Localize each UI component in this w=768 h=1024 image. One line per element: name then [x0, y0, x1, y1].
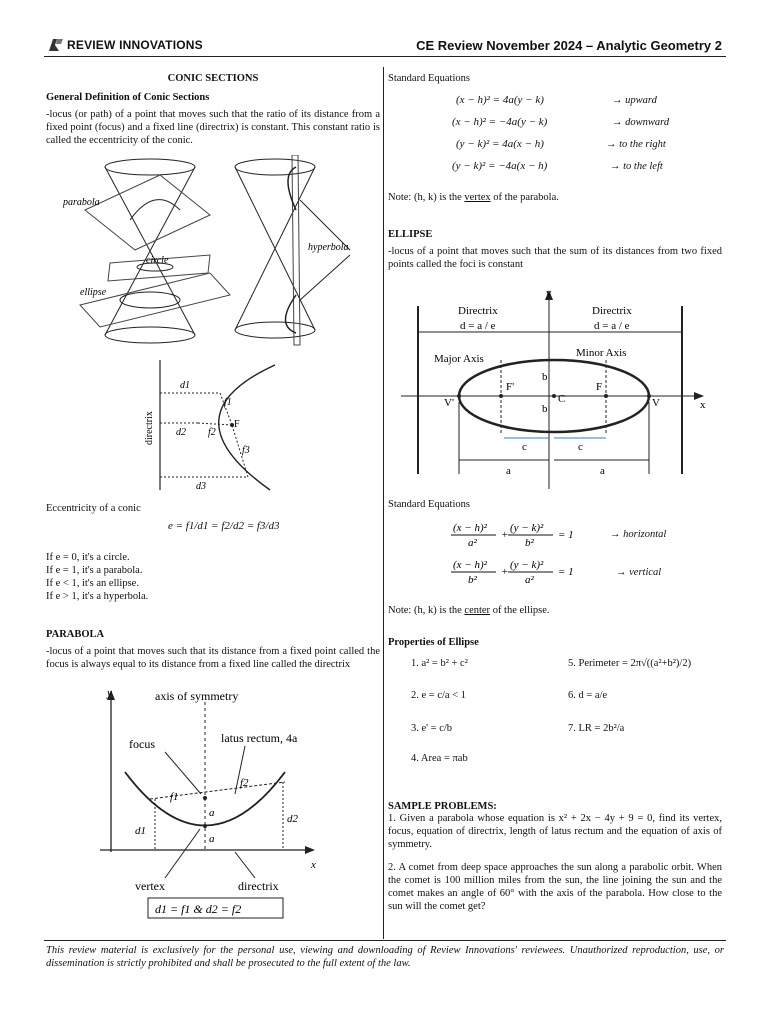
svg-text:d1 = f1 & d2 = f2: d1 = f1 & d2 = f2	[155, 902, 242, 916]
sample-problems-title: SAMPLE PROBLEMS:	[388, 801, 497, 812]
ellipse-equations	[448, 520, 608, 590]
svg-text:a²: a²	[525, 574, 534, 586]
svg-text:d3: d3	[196, 481, 206, 492]
ecc-case-circle: If e = 0, it's a circle.	[46, 552, 130, 563]
std-equations-heading: Standard Equations	[388, 73, 470, 84]
svg-text:focus: focus	[129, 737, 155, 751]
property-2: 2. e = c/a < 1	[411, 690, 466, 701]
parabola-eq-down: (x − h)² = −4a(y − k)	[452, 116, 548, 128]
svg-text:F: F	[596, 381, 603, 393]
eccentricity-formula: e = f1/d1 = f2/d2 = f3/d3	[168, 520, 280, 532]
svg-text:a: a	[600, 465, 605, 477]
svg-text:latus rectum, 4a: latus rectum, 4a	[221, 731, 298, 745]
logo	[48, 38, 203, 52]
subtitle: General Definition of Conic Sections	[46, 92, 210, 103]
section-title: CONIC SECTIONS	[167, 73, 259, 84]
svg-text:x: x	[311, 859, 316, 871]
label-ellipse: ellipse	[80, 287, 107, 298]
svg-text:Major Axis: Major Axis	[434, 353, 484, 365]
svg-text:b²: b²	[468, 574, 477, 586]
svg-text:= 1: = 1	[558, 566, 574, 578]
svg-text:F: F	[234, 419, 240, 430]
ecc-case-parabola: If e = 1, it's a parabola.	[46, 565, 143, 576]
property-3: 3. e' = c/b	[411, 723, 453, 734]
svg-text:V': V'	[444, 397, 454, 409]
svg-text:f1: f1	[224, 397, 232, 408]
parabola-eq-right: (y − k)² = 4a(x − h)	[456, 138, 544, 150]
label-parabola: parabola	[63, 197, 100, 208]
logo-text: REVIEW INNOVATIONS	[67, 38, 203, 52]
parabola-eq-up: (x − h)² = 4a(y − k)	[456, 94, 544, 106]
parabola-note: Note: (h, k) is the vertex of the parabola.	[388, 192, 559, 203]
problem-1: 1. Given a parabola whose equation is x² + 2x − 4y + 9 = 0, find its vertex, focus, equation of directrix, length of latus rectum and the equation of axis of symmetry.	[388, 813, 722, 850]
column-divider	[383, 67, 384, 939]
svg-text:Directrix: Directrix	[592, 305, 632, 317]
footer-disclaimer: This review material is exclusively for the personal use, viewing and downloading of Review Innovations' reviewees. Unauthorized reproduction, use, or dissemination is strictly prohibited and shall be prosecuted to the full extent of the law.	[46, 945, 724, 969]
svg-text:= 1: = 1	[558, 529, 574, 541]
parabola-definition: -locus of a point that moves such that its distance from a fixed point called the focus is always equal to its distance from a fixed line called the directrix	[46, 646, 380, 670]
svg-text:d = a / e: d = a / e	[594, 320, 630, 332]
header-rule	[44, 56, 726, 57]
property-4: 4. Area = πab	[411, 753, 468, 764]
svg-text:f3: f3	[242, 445, 250, 456]
document-title: CE Review November 2024 – Analytic Geometry 2	[416, 38, 722, 53]
parabola-title: PARABOLA	[46, 629, 105, 640]
svg-text:a: a	[209, 833, 215, 845]
footer-rule	[44, 940, 726, 941]
eccentricity-figure	[140, 355, 290, 495]
svg-text:V: V	[652, 397, 660, 409]
property-1: 1. a² = b² + c²	[411, 658, 468, 669]
label-directrix: directrix	[144, 411, 155, 445]
svg-text:d = a / e: d = a / e	[460, 320, 496, 332]
property-6: 6. d = a/e	[568, 690, 608, 701]
svg-text:a: a	[506, 465, 511, 477]
svg-text:f2: f2	[208, 427, 216, 438]
eccentricity-heading: Eccentricity of a conic	[46, 503, 141, 514]
svg-text:b: b	[542, 371, 548, 383]
svg-text:b²: b²	[525, 537, 534, 549]
ecc-case-ellipse: If e < 1, it's an ellipse.	[46, 578, 139, 589]
svg-text:a: a	[209, 807, 215, 819]
svg-text:(x − h)²: (x − h)²	[453, 522, 487, 534]
svg-text:axis of symmetry: axis of symmetry	[155, 689, 239, 703]
svg-text:+: +	[501, 529, 509, 541]
svg-text:d1: d1	[135, 825, 146, 837]
svg-text:c: c	[522, 441, 527, 453]
ecc-case-hyperbola: If e > 1, it's a hyperbola.	[46, 591, 149, 602]
svg-text:Minor Axis: Minor Axis	[576, 347, 627, 359]
svg-text:b: b	[542, 403, 548, 415]
std-equations-heading-2: Standard Equations	[388, 499, 470, 510]
svg-text:(y − k)²: (y − k)²	[510, 522, 544, 534]
ellipse-title: ELLIPSE	[388, 229, 433, 240]
properties-title: Properties of Ellipse	[388, 637, 479, 648]
label-hyperbola: hyperbola	[308, 242, 349, 253]
conic-sections-figure	[60, 155, 360, 355]
svg-text:+: +	[501, 566, 509, 578]
conic-definition: -locus (or path) of a point that moves such that the ratio of its distance from a fixed point (focus) and a fixed line (directrix) is constant. This constant ratio is called the eccentricity of the conic.	[46, 109, 380, 146]
svg-text:a²: a²	[468, 537, 477, 549]
svg-text:d2: d2	[287, 813, 298, 825]
svg-text:d2: d2	[176, 427, 186, 438]
parabola-eq-left: (y − k)² = −4a(x − h)	[452, 160, 548, 172]
svg-text:C: C	[558, 393, 566, 405]
svg-text:d1: d1	[180, 380, 190, 391]
svg-text:f1: f1	[170, 791, 179, 803]
svg-text:F': F'	[506, 381, 515, 393]
svg-text:f2: f2	[240, 777, 249, 789]
svg-text:Directrix: Directrix	[458, 305, 498, 317]
ellipse-eq-vertical: → vertical	[616, 567, 662, 578]
label-circle: circle	[146, 255, 169, 266]
svg-text:(x − h)²: (x − h)²	[453, 559, 487, 571]
property-5: 5. Perimeter = 2π√((a²+b²)/2)	[568, 658, 692, 669]
svg-text:(y − k)²: (y − k)²	[510, 559, 544, 571]
svg-text:y: y	[107, 687, 112, 699]
problem-2: 2. A comet from deep space approaches the sun along a parabolic orbit. When the comet is 100 million miles from the sun, the line joining the sun and the comet makes an angle of 60° with the axis of the parabola. How close to the sun will the comet get?	[388, 862, 722, 912]
ellipse-figure	[396, 284, 726, 494]
ellipse-definition: -locus of a point that moves such that the sum of its distances from two fixed points called the foci is constant	[388, 246, 722, 270]
review-innovations-logo-icon	[48, 38, 64, 52]
parabola-figure	[95, 684, 335, 924]
ellipse-eq-horizontal: → horizontal	[610, 529, 667, 540]
svg-text:vertex: vertex	[135, 879, 165, 893]
svg-text:directrix: directrix	[238, 879, 279, 893]
ellipse-note: Note: (h, k) is the center of the ellipse.	[388, 605, 550, 616]
svg-text:y: y	[546, 287, 552, 299]
property-7: 7. LR = 2b²/a	[568, 723, 625, 734]
svg-text:x: x	[700, 399, 706, 411]
svg-text:c: c	[578, 441, 583, 453]
